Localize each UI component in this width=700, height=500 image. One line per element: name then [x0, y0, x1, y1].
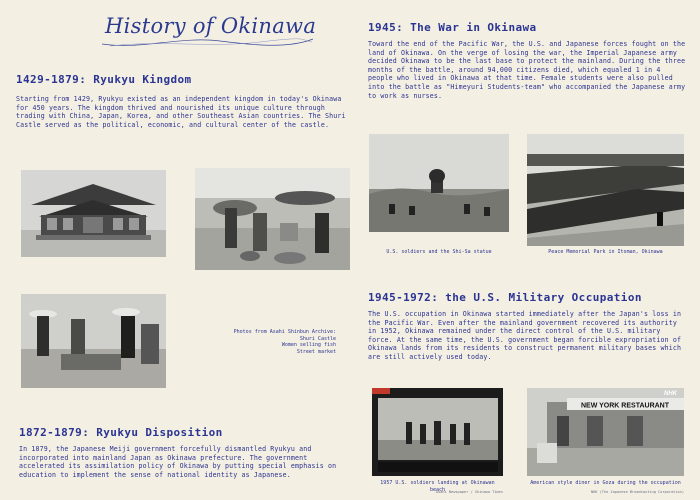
- ryukyu-body: Starting from 1429, Ryukyu existed as an independent kingdom in today's Okinawa for 450 years. The kingdom thrived and nourished its unique culture through trading with China, Japan, Korea, and other Southeast Asian countries. The Shuri Castle served as the political, economic, and cultural center of the castle.: [16, 95, 346, 129]
- landing-caption: 1957 U.S. soldiers landing at Okinawan beach: [380, 480, 495, 493]
- occupation-body: The U.S. occupation in Okinawa started immediately after the Japan's loss in the Pacific War. Even after the mainland government recovered its authority in 1952, Okinawa remained under the direct control of the U.S. military force. At the same time, the U.S. government began forcible expropriation of Okinawa lands from its residents to construct permanent military bases which are still actively used today.: [368, 310, 682, 361]
- archive-caption-fish: Women selling fish: [281, 342, 336, 348]
- diner-credit: NHK (The Japanese Broadcasting Corporation): [590, 490, 684, 494]
- ryukyu-heading: 1429-1879: Ryukyu Kingdom: [16, 73, 192, 86]
- war-heading: 1945: The War in Okinawa: [368, 21, 537, 34]
- nhk-logo: NHK: [664, 391, 677, 397]
- archive-caption-market: Street market: [296, 348, 336, 355]
- shisa-statue-photo: [369, 134, 509, 232]
- women-selling-fish-photo: [195, 168, 350, 270]
- diner-photo: [527, 388, 684, 476]
- title-swash-ornament: [100, 34, 315, 50]
- archive-caption: [190, 329, 336, 355]
- shuri-castle-photo: [21, 170, 166, 257]
- occupation-heading: 1945-1972: the U.S. Military Occupation: [368, 291, 642, 304]
- diner-caption: American style diner in Goza during the occupation: [530, 480, 681, 486]
- street-market-photo: [21, 294, 166, 388]
- peace-park-caption: Peace Memorial Park in Itoman, Okinawa: [548, 249, 663, 255]
- shisa-caption: U.S. soldiers and the Shi-Sa statue: [386, 249, 492, 255]
- archive-caption-shuri: Shuri Castle: [299, 335, 336, 342]
- soldiers-landing-photo: [372, 388, 503, 476]
- disposition-body: In 1879, the Japanese Meiji government forcefully dismantled Ryukyu and incorporated into mainland Japan as Okinawa prefecture. The government accelerated its assimilation policy of Okinawa by putting special emphasis on education to implement the sense of national identity as Japanese.: [19, 445, 337, 479]
- page-title: History of Okinawa: [105, 14, 317, 38]
- landing-credit: Asahi Newspaper / Shinawa Times: [435, 490, 503, 494]
- archive-caption-source: Photos from Asahi Shinbun Archive:: [233, 329, 336, 335]
- diner-sign-text: NEW YORK RESTAURANT: [580, 402, 670, 410]
- peace-memorial-park-photo: [527, 134, 684, 246]
- disposition-heading: 1872-1879: Ryukyu Disposition: [19, 426, 223, 439]
- war-body: Toward the end of the Pacific War, the U.S. and Japanese forces fought on the land of Okinawa. On the verge of losing the war, the Imperial Japanese army decided Okinawa to be the last base to protect the mainland. During the three months of the battle, around 94,000 citizens died, which equaled 1 in 4 people who lived in Okinawa at that time. Female students were also pulled into the battle as "Himeyuri Students-team" who accompanied the Japanese army to work as nurses.: [368, 40, 686, 100]
